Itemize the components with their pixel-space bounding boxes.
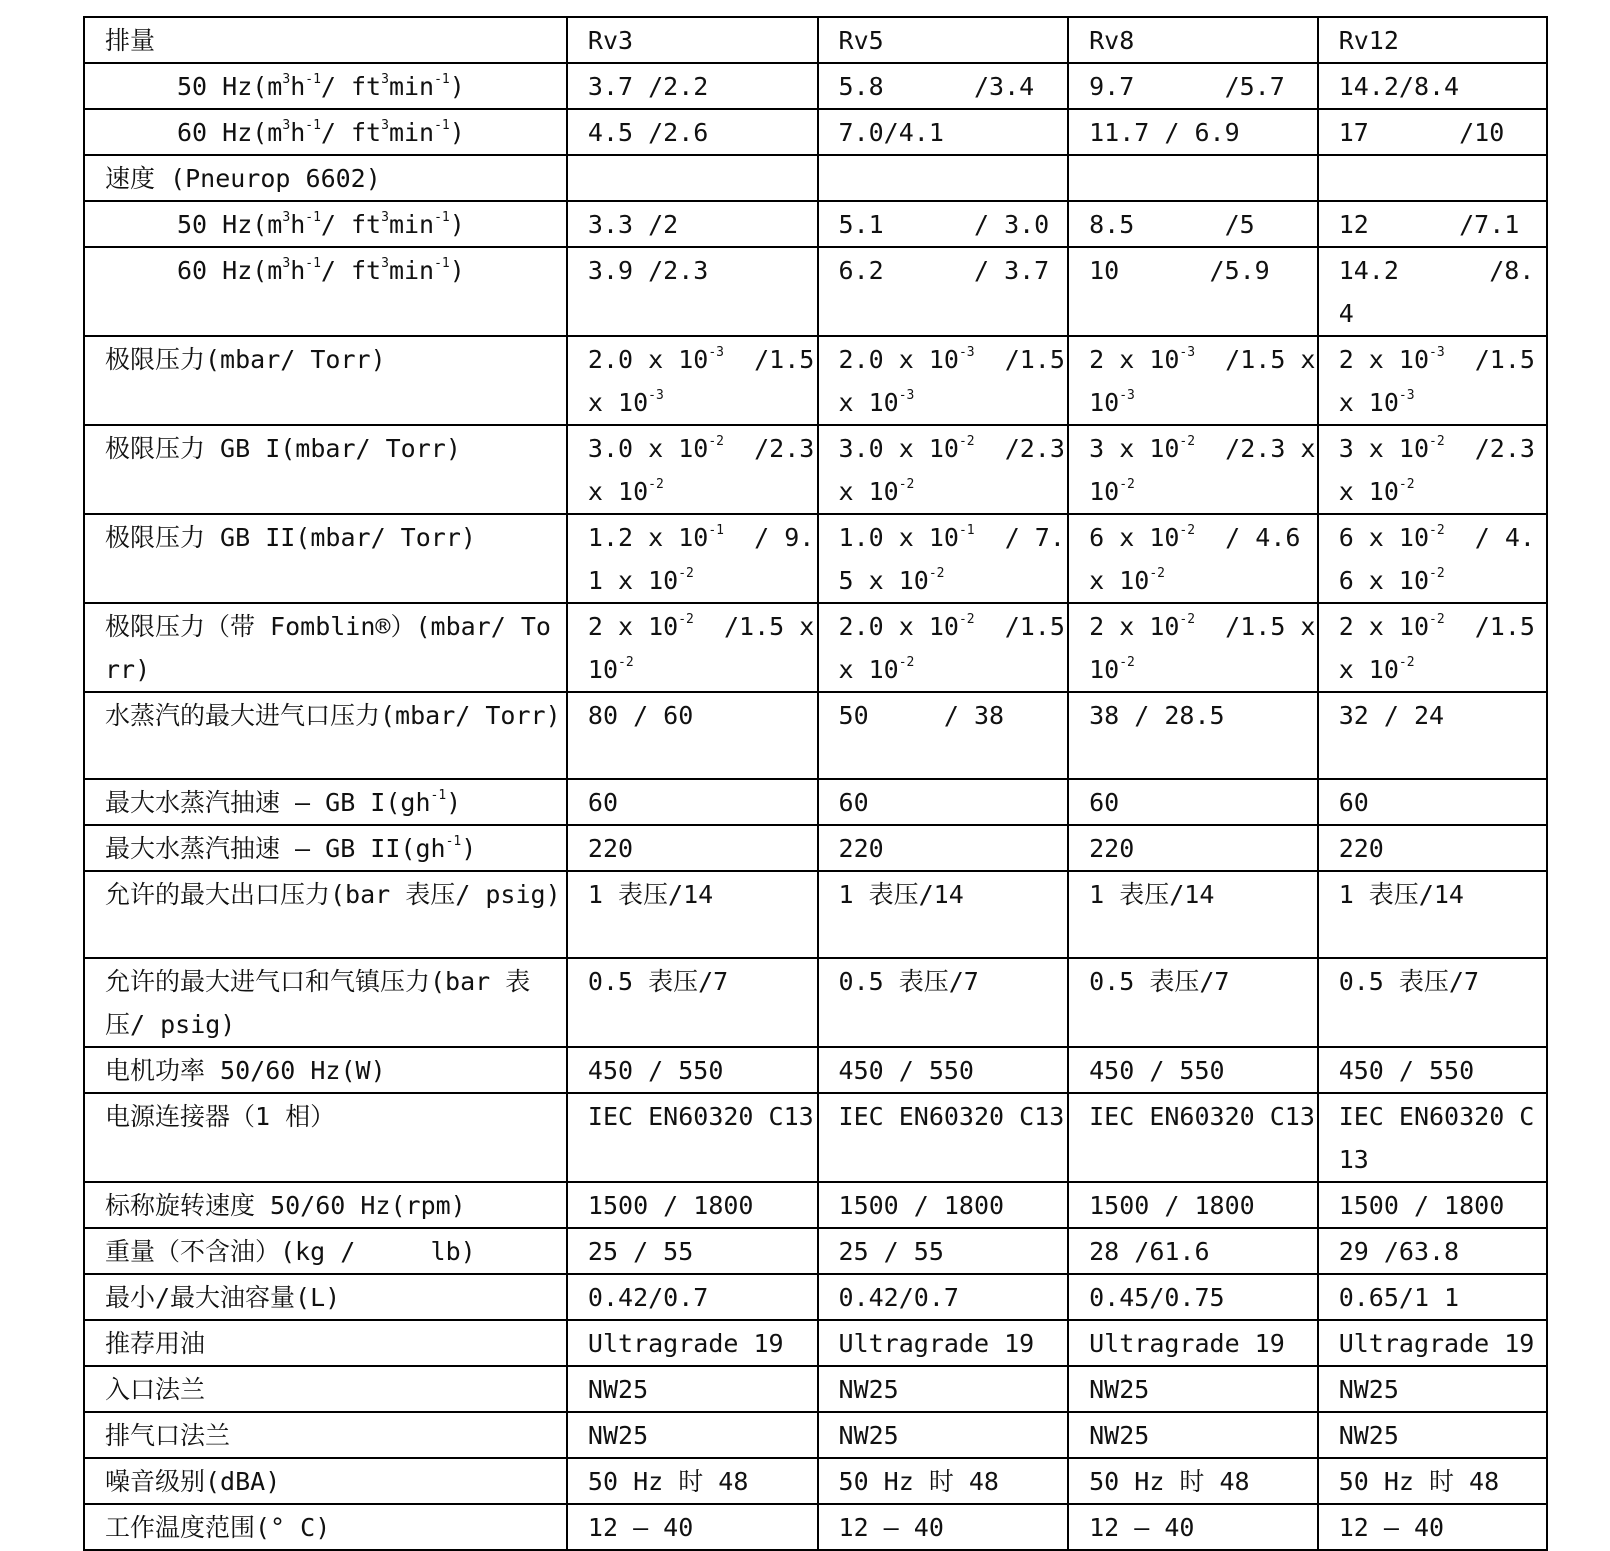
value-cell-rv8: 1 表压/14: [1068, 871, 1318, 958]
pump-spec-table: [83, 16, 1551, 1551]
value-cell-rv8: 450 / 550: [1068, 1047, 1318, 1093]
row-label-cell: 电源连接器（1 相）: [84, 1093, 567, 1182]
table-row: [84, 336, 1547, 425]
value-cell-rv8: NW25: [1068, 1412, 1318, 1458]
header-cell-rv5: Rv5: [818, 17, 1069, 63]
value-cell-rv8: IEC EN60320 C13: [1068, 1093, 1318, 1182]
row-label-cell: 极限压力 GB I(mbar/ Torr): [84, 425, 567, 514]
value-cell-rv3: [567, 155, 818, 201]
table-row: [84, 779, 1547, 825]
value-cell-rv12: 0.65/1 1: [1318, 1274, 1547, 1320]
row-label-cell: 极限压力（带 Fomblin®）(mbar/ Torr): [84, 603, 567, 692]
table-row: [84, 871, 1547, 958]
value-cell-rv8: 10 /5.9: [1068, 247, 1318, 336]
value-cell-rv5: 220: [818, 825, 1069, 871]
value-cell-rv12: [1318, 155, 1547, 201]
row-label-cell: 速度 (Pneurop 6602): [84, 155, 567, 201]
value-cell-rv5: 3.0 x $10^{-2}$ /2.3 x $10^{-2}$: [818, 425, 1069, 514]
row-label-cell: 60 $Hz(m^3h^{-1}/$ $ft^3\min^{-1}$): [84, 247, 567, 336]
value-cell-rv3: NW25: [567, 1412, 818, 1458]
table-row: [84, 1047, 1547, 1093]
row-label-cell: 排气口法兰: [84, 1412, 567, 1458]
value-cell-rv5: 450 / 550: [818, 1047, 1069, 1093]
value-cell-rv8: Ultragrade 19: [1068, 1320, 1318, 1366]
value-cell-rv8: 12 – 40: [1068, 1504, 1318, 1550]
value-cell-rv5: 1500 / 1800: [818, 1182, 1069, 1228]
value-cell-rv3: NW25: [567, 1366, 818, 1412]
table-row: [84, 825, 1547, 871]
value-cell-rv5: 1 表压/14: [818, 871, 1069, 958]
value-cell-rv8: 8.5 /5: [1068, 201, 1318, 247]
table-row: [84, 155, 1547, 201]
value-cell-rv3: 25 / 55: [567, 1228, 818, 1274]
row-label-cell: 噪音级别(dBA): [84, 1458, 567, 1504]
value-cell-rv12: 32 / 24: [1318, 692, 1547, 779]
value-cell-rv3: 50 Hz 时 48: [567, 1458, 818, 1504]
value-cell-rv3: 60: [567, 779, 818, 825]
value-cell-rv5: 0.42/0.7: [818, 1274, 1069, 1320]
value-cell-rv5: 6.2 / 3.7: [818, 247, 1069, 336]
value-cell-rv3: 1500 / 1800: [567, 1182, 818, 1228]
row-label-cell: 50 $Hz(m^3h^{-1}/$ $ft^3\min^{-1}$): [84, 63, 567, 109]
value-cell-rv5: 60: [818, 779, 1069, 825]
table-row: [84, 1228, 1547, 1274]
row-label-cell: 推荐用油: [84, 1320, 567, 1366]
value-cell-rv3: Ultragrade 19: [567, 1320, 818, 1366]
value-cell-rv12: 0.5 表压/7: [1318, 958, 1547, 1047]
value-cell-rv8: 6 x $10^{-2} / 4.6$ x $10^{-2}$: [1068, 514, 1318, 603]
header-cell-rv8: Rv8: [1068, 17, 1318, 63]
table-row: [84, 425, 1547, 514]
value-cell-rv12: 14.2/8.4: [1318, 63, 1547, 109]
row-label-cell: 重量（不含油）(kg / lb): [84, 1228, 567, 1274]
value-cell-rv3: 4.5 /2.6: [567, 109, 818, 155]
row-label-cell: 允许的最大出口压力(bar 表压/ psig): [84, 871, 567, 958]
table-row: [84, 109, 1547, 155]
value-cell-rv8: 0.5 表压/7: [1068, 958, 1318, 1047]
value-cell-rv5: 5.1 / 3.0: [818, 201, 1069, 247]
header-cell-rv3: Rv3: [567, 17, 818, 63]
value-cell-rv3: 220: [567, 825, 818, 871]
value-cell-rv3: 1.2 x $10^{-1} / 9.1$ x $10^{-2}$: [567, 514, 818, 603]
value-cell-rv3: 450 / 550: [567, 1047, 818, 1093]
table-row: [84, 1458, 1547, 1504]
value-cell-rv12: 50 Hz 时 48: [1318, 1458, 1547, 1504]
table-row: [84, 1320, 1547, 1366]
value-cell-rv3: IEC EN60320 C13: [567, 1093, 818, 1182]
value-cell-rv8: 3 x $10^{-2}$ /2.3 x $10^{-2}$: [1068, 425, 1318, 514]
value-cell-rv12: 12 – 40: [1318, 1504, 1547, 1550]
value-cell-rv8: 9.7 /5.7: [1068, 63, 1318, 109]
value-cell-rv3: 3.7 /2.2: [567, 63, 818, 109]
row-label-cell: 最大水蒸汽抽速 – GB $II(gh^{-1})$: [84, 825, 567, 871]
value-cell-rv8: 0.45/0.75: [1068, 1274, 1318, 1320]
row-label-cell: 标称旋转速度 50/60 Hz(rpm): [84, 1182, 567, 1228]
table-row: [84, 247, 1547, 336]
row-label-cell: 允许的最大进气口和气镇压力(bar 表压/ psig): [84, 958, 567, 1047]
value-cell-rv12: 12 /7.1: [1318, 201, 1547, 247]
value-cell-rv8: NW25: [1068, 1366, 1318, 1412]
value-cell-rv3: 3.3 /2: [567, 201, 818, 247]
table-row: [84, 201, 1547, 247]
value-cell-rv8: 38 / 28.5: [1068, 692, 1318, 779]
value-cell-rv8: 28 /61.6: [1068, 1228, 1318, 1274]
value-cell-rv8: 50 Hz 时 48: [1068, 1458, 1318, 1504]
value-cell-rv5: 50 Hz 时 48: [818, 1458, 1069, 1504]
value-cell-rv12: NW25: [1318, 1412, 1547, 1458]
value-cell-rv5: 2.0 x $10^{-3}$ /1.5 x $10^{-3}$: [818, 336, 1069, 425]
table-row: [84, 603, 1547, 692]
header-row: [84, 17, 1547, 63]
table-row: [84, 1366, 1547, 1412]
value-cell-rv3: 12 – 40: [567, 1504, 818, 1550]
row-label-cell: 最小/最大油容量(L): [84, 1274, 567, 1320]
value-cell-rv3: 1 表压/14: [567, 871, 818, 958]
row-label-cell: 工作温度范围(° C): [84, 1504, 567, 1550]
value-cell-rv3: 3.9 /2.3: [567, 247, 818, 336]
value-cell-rv5: NW25: [818, 1412, 1069, 1458]
value-cell-rv12: Ultragrade 19: [1318, 1320, 1547, 1366]
row-label-cell: 50 $Hz(m^3h^{-1}/$ $ft^3\min^{-1}$): [84, 201, 567, 247]
row-label-cell: 极限压力 GB II(mbar/ Torr): [84, 514, 567, 603]
row-label-cell: 水蒸汽的最大进气口压力(mbar/ Torr): [84, 692, 567, 779]
value-cell-rv8: 60: [1068, 779, 1318, 825]
table-row: [84, 958, 1547, 1047]
table-row: [84, 1093, 1547, 1182]
value-cell-rv5: 2.0 x $10^{-2}$ /1.5 x $10^{-2}$: [818, 603, 1069, 692]
value-cell-rv3: 2.0 x $10^{-3}$ /1.5 x $10^{-3}$: [567, 336, 818, 425]
row-label-cell: 极限压力(mbar/ Torr): [84, 336, 567, 425]
value-cell-rv12: IEC EN60320 C13: [1318, 1093, 1547, 1182]
table-row: [84, 1412, 1547, 1458]
table-row: [84, 514, 1547, 603]
table-row: [84, 63, 1547, 109]
value-cell-rv12: NW25: [1318, 1366, 1547, 1412]
value-cell-rv8: 11.7 / 6.9: [1068, 109, 1318, 155]
value-cell-rv3: 80 / 60: [567, 692, 818, 779]
row-label-cell: 入口法兰: [84, 1366, 567, 1412]
value-cell-rv12: 1500 / 1800: [1318, 1182, 1547, 1228]
value-cell-rv5: 5.8 /3.4: [818, 63, 1069, 109]
value-cell-rv5: 7.0/4.1: [818, 109, 1069, 155]
value-cell-rv8: 2 x $10^{-2}$ /1.5 x $10^{-2}$: [1068, 603, 1318, 692]
value-cell-rv3: 0.5 表压/7: [567, 958, 818, 1047]
table-row: [84, 1274, 1547, 1320]
value-cell-rv5: NW25: [818, 1366, 1069, 1412]
value-cell-rv8: 1500 / 1800: [1068, 1182, 1318, 1228]
value-cell-rv8: [1068, 155, 1318, 201]
value-cell-rv5: 1.0 x $10^{-1} / 7.5$ x $10^{-2}$: [818, 514, 1069, 603]
table-row: [84, 1182, 1547, 1228]
value-cell-rv5: 12 – 40: [818, 1504, 1069, 1550]
value-cell-rv12: 2 x $10^{-2}$ /1.5 x $10^{-2}$: [1318, 603, 1547, 692]
value-cell-rv12: 3 x $10^{-2}$ /2.3 x $10^{-2}$: [1318, 425, 1547, 514]
table-row: [84, 1504, 1547, 1550]
value-cell-rv8: 220: [1068, 825, 1318, 871]
row-label-cell: 60 $Hz(m^3h^{-1}/$ $ft^3\min^{-1}$): [84, 109, 567, 155]
header-cell-displacement: 排量: [84, 17, 567, 63]
value-cell-rv5: IEC EN60320 C13: [818, 1093, 1069, 1182]
row-label-cell: 最大水蒸汽抽速 – GB $I(gh^{-1})$: [84, 779, 567, 825]
value-cell-rv5: Ultragrade 19: [818, 1320, 1069, 1366]
value-cell-rv12: 1 表压/14: [1318, 871, 1547, 958]
table-row: [84, 692, 1547, 779]
value-cell-rv5: 50 / 38: [818, 692, 1069, 779]
value-cell-rv12: 6 x $10^{-2} / 4.6$ x $10^{-2}$: [1318, 514, 1547, 603]
value-cell-rv8: 2 x $10^{-3}$ /1.5 x $10^{-3}$: [1068, 336, 1318, 425]
value-cell-rv3: 3.0 x $10^{-2}$ /2.3 x $10^{-2}$: [567, 425, 818, 514]
value-cell-rv12: 17 /10: [1318, 109, 1547, 155]
value-cell-rv3: 0.42/0.7: [567, 1274, 818, 1320]
value-cell-rv5: [818, 155, 1069, 201]
header-cell-rv12: Rv12: [1318, 17, 1547, 63]
value-cell-rv5: 25 / 55: [818, 1228, 1069, 1274]
row-label-cell: 电机功率 50/60 Hz(W): [84, 1047, 567, 1093]
value-cell-rv5: 0.5 表压/7: [818, 958, 1069, 1047]
value-cell-rv12: 29 /63.8: [1318, 1228, 1547, 1274]
value-cell-rv12: 450 / 550: [1318, 1047, 1547, 1093]
value-cell-rv12: 60: [1318, 779, 1547, 825]
value-cell-rv12: 14.2 /8.4: [1318, 247, 1547, 336]
value-cell-rv12: 220: [1318, 825, 1547, 871]
value-cell-rv3: 2 x $10^{-2}$ /1.5 x $10^{-2}$: [567, 603, 818, 692]
value-cell-rv12: 2 x $10^{-3}$ /1.5 x $10^{-3}$: [1318, 336, 1547, 425]
